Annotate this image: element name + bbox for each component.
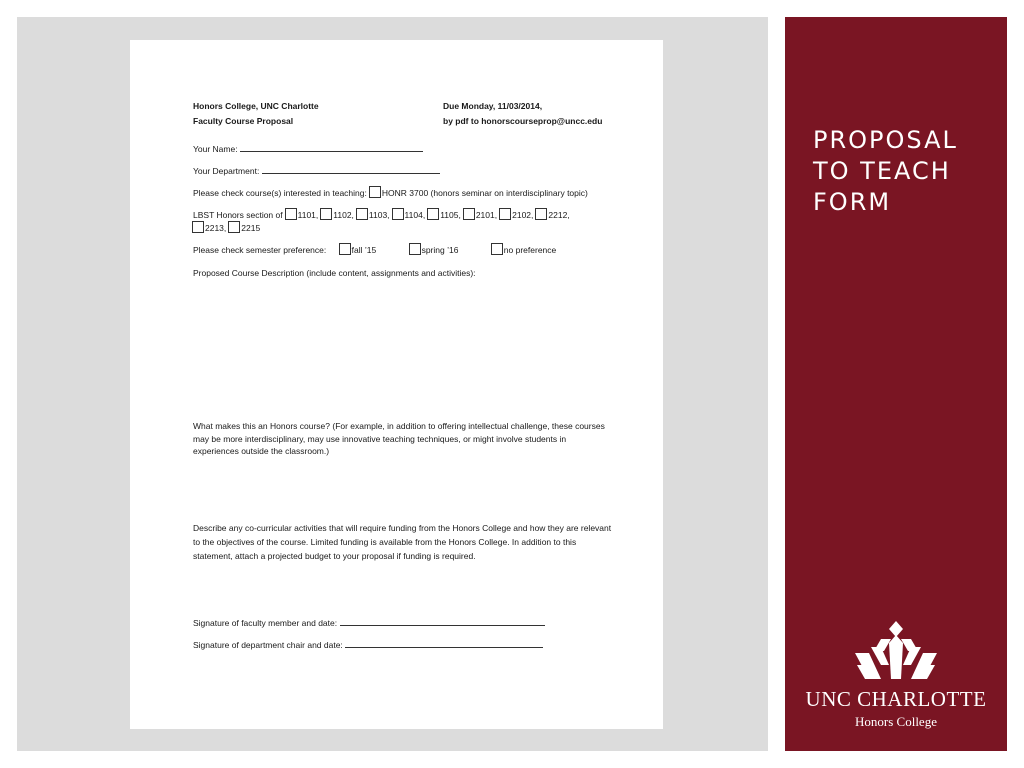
semester-checkbox[interactable] — [409, 243, 421, 255]
semester-option-label: fall ’15 — [351, 245, 377, 255]
lbst-option-label: 1105, — [440, 210, 461, 220]
honr-option-label: HONR 3700 (honors seminar on interdisciplinary topic) — [381, 188, 588, 198]
header-left-1: Honors College, UNC Charlotte — [193, 101, 319, 111]
lbst-option-label: 2212, — [548, 210, 570, 220]
lbst-row — [193, 208, 570, 222]
name-label: Your Name: — [193, 144, 238, 154]
lbst-option-label: 2215 — [241, 223, 261, 233]
lbst-option-label: 1103, — [368, 210, 390, 220]
name-field[interactable] — [240, 143, 423, 152]
slide-title — [813, 125, 1003, 218]
lbst-checkbox[interactable] — [427, 208, 439, 220]
slide-title-line: FORM — [813, 188, 892, 216]
semester-option-label: spring ’16 — [421, 245, 459, 255]
lbst-checkbox[interactable] — [356, 208, 368, 220]
faculty-signature-field[interactable] — [340, 617, 545, 626]
lbst-label: LBST Honors section of — [193, 210, 283, 220]
lbst-checkbox[interactable] — [228, 221, 240, 233]
lbst-option-label: 1104, — [404, 210, 426, 220]
honors-question: What makes this an Honors course? (For example, in addition to offering intellectual challenge, these courses may be more interdisciplinary, may use innovative teaching techniques, or might involve students in experiences outside the classroom.) — [193, 421, 605, 456]
course-check-label: Please check course(s) interested in teaching: — [193, 188, 367, 198]
slide-title-line: TO TEACH — [813, 157, 951, 185]
lbst-checkbox[interactable] — [285, 208, 297, 220]
lbst-option-label: 2102, — [512, 210, 534, 220]
lbst-row-2 — [190, 221, 260, 235]
faculty-signature-row — [193, 617, 545, 630]
lbst-option-label: 2101, — [475, 210, 498, 220]
faculty-signature-label: Signature of faculty member and date: — [193, 618, 338, 628]
semester-row — [193, 243, 556, 257]
chair-signature-field[interactable] — [345, 639, 543, 648]
chair-signature-label: Signature of department chair and date: — [193, 640, 343, 650]
lbst-checkbox[interactable] — [392, 208, 404, 220]
department-row — [193, 165, 440, 178]
department-field[interactable] — [262, 165, 440, 174]
semester-option-label: no preference — [503, 245, 557, 255]
semester-checkbox[interactable] — [491, 243, 503, 255]
lbst-checkbox[interactable] — [535, 208, 547, 220]
lbst-option-label: 1101, — [297, 210, 319, 220]
honr-checkbox[interactable] — [369, 186, 381, 198]
lbst-checkbox[interactable] — [499, 208, 511, 220]
name-row — [193, 143, 423, 156]
semester-checkbox[interactable] — [339, 243, 351, 255]
lbst-checkbox[interactable] — [192, 221, 204, 233]
logo-subtitle: Honors College — [855, 714, 937, 729]
form-page — [130, 40, 663, 729]
semester-label: Please check semester preference: — [193, 245, 327, 255]
course-row — [193, 186, 588, 200]
lbst-option-label: 1102, — [333, 210, 354, 220]
lbst-option-label: 2213, — [205, 223, 227, 233]
header-right-2: by pdf to honorscourseprop@uncc.edu — [443, 116, 603, 126]
lbst-checkbox[interactable] — [463, 208, 475, 220]
logo-wordmark: UNC CHARLOTTE — [805, 687, 987, 711]
department-label: Your Department: — [193, 166, 260, 176]
slide-title-line: PROPOSAL — [813, 126, 958, 154]
cocurricular-statement: Describe any co-curricular activities that will require funding from the Honors College and how they are relevant to the objectives of the course. Limited funding is available from the Honors College. In addition to this statement, attach a projected budget to your proposal if funding is required. — [193, 523, 612, 561]
header-left-2: Faculty Course Proposal — [193, 116, 294, 126]
title-sidebar — [785, 17, 1007, 751]
chair-signature-row — [193, 639, 543, 652]
header-right-1: Due Monday, 11/03/2014, — [443, 101, 543, 111]
course-description-label: Proposed Course Description (include content, assignments and activities): — [193, 268, 476, 278]
lbst-checkbox[interactable] — [320, 208, 332, 220]
